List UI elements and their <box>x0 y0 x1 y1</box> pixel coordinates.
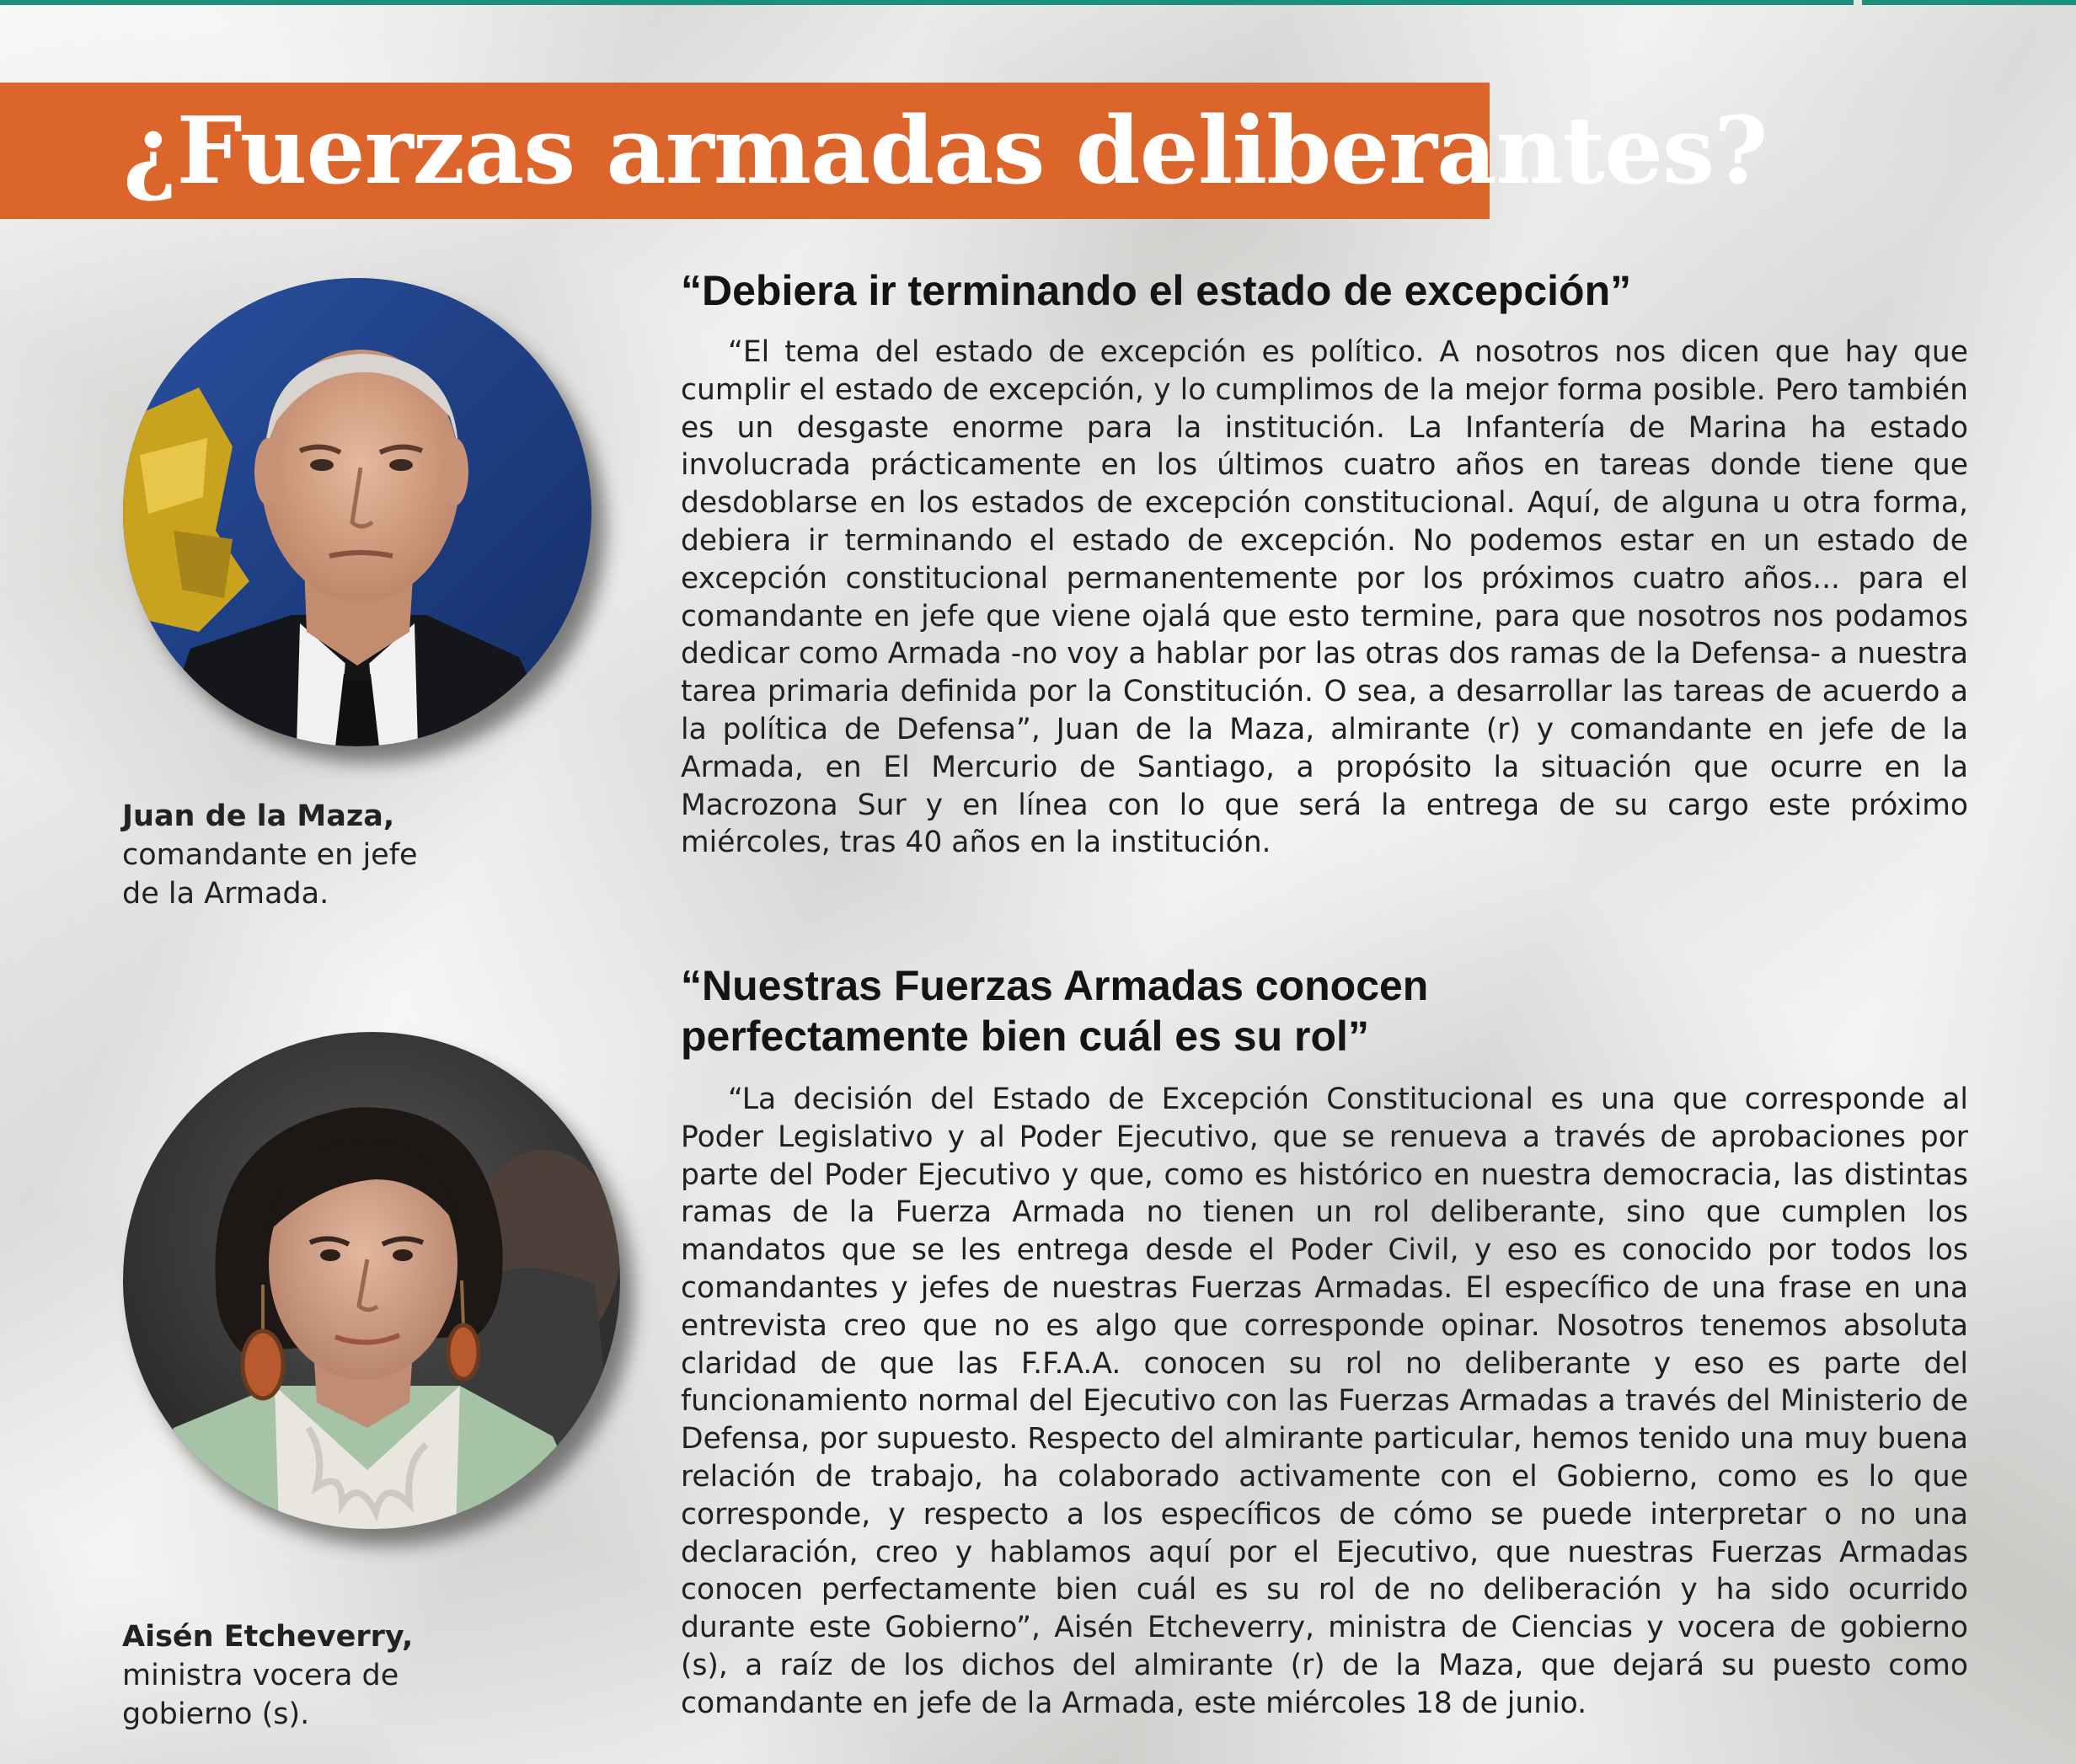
photo-juan-de-la-maza <box>123 278 591 746</box>
photo-aisen-etcheverry <box>123 1032 620 1529</box>
minister-portrait-illustration <box>123 1032 620 1529</box>
section-1-heading <box>681 265 1631 316</box>
section-2-heading-line-2: perfectamente bien cuál es su rol” <box>681 1013 1369 1060</box>
caption-role: ministra vocera de gobierno (s). <box>122 1659 399 1731</box>
page-title: ¿Fuerzas armadas deliberantes? <box>123 96 1768 205</box>
caption-aisen-etcheverry <box>122 1617 442 1734</box>
section-1-body: “El tema del estado de excepción es político. A nosotros nos dicen que hay que cumplir el estado de excepción, y lo cumplimos de la mejor forma posible. Pero también es un desgaste enorme para la institución. La Infantería de Marina ha estado involucrada prácticamente en los últimos cuatro años en tareas donde tiene que desdoblarse en los estados de excepción constitucional. Aquí, de alguna u otra forma, debiera ir terminando el estado de excepción. No podemos estar en un estado de excepción constitucional permanentemente por los próximos cuatro años... para el comandante en jefe que viene ojalá que esto termine, para que nosotros nos podamos dedicar como Armada -no voy a hablar por las otras dos ramas de la Defensa- a nuestra tarea primaria definida por la Constitución. O sea, a desarrollar las tareas de acuerdo a la política de Defensa”, Juan de la Maza, almirante (r) y comandante en jefe de la Armada, en El Mercurio de Santiago, a propósito la situación que ocurre en la Macrozona Sur y en línea con lo que será la entrega de su cargo este próximo miércoles, tras 40 años en la institución. <box>681 335 1968 860</box>
section-2-body: “La decisión del Estado de Excepción Constitucional es una que corresponde al Poder Legislativo y al Poder Ejecutivo, que se renueva a través de aprobaciones por parte del Poder Ejecutivo y que, como es histórico en nuestra democracia, las distintas ramas de la Fuerza Armada no tienen un rol deliberante, sino que cumplen los mandatos que se les entrega desde el Poder Civil, y eso es conocido por todos los comandantes y jefes de nuestras Fuerzas Armadas. El específico de una frase en una entrevista creo que no es algo que corresponde opinar. Nosotros tenemos absoluta claridad de que las F.F.A.A. conocen su rol no deliberante y eso es parte del funcionamiento normal del Ejecutivo con las Fuerzas Armadas a través del Ministerio de Defensa, por supuesto. Respecto del almirante particular, hemos tenido una muy buena relación de trabajo, ha colaborado activamente con el Gobierno, como es lo que corresponde, y respecto a los específicos de cómo se puede interpretar o no una declaración, creo y hablamos aquí por el Ejecutivo, que nuestras Fuerzas Armadas conocen perfectamente bien cuál es su rol de no deliberación y ha sido ocurrido durante este Gobierno”, Aisén Etcheverry, ministra de Ciencias y vocera de gobierno (s), a raíz de los dichos del almirante (r) de la Maza, que dejará su puesto como comandante en jefe de la Armada, este miércoles 18 de junio. <box>681 1082 1968 1720</box>
caption-role: comandante en jefe de la Armada. <box>122 838 418 911</box>
admiral-portrait-illustration <box>123 278 591 746</box>
section-1-heading-line-1: “Debiera ir terminando el estado de excepción” <box>681 267 1632 314</box>
top-rule <box>0 0 1854 5</box>
section-2-heading-line-1: “Nuestras Fuerzas Armadas conocen <box>681 962 1429 1009</box>
caption-name: Aisén Etcheverry, <box>122 1620 414 1654</box>
top-rule-right <box>1862 0 2076 5</box>
section-2-heading <box>681 960 1428 1061</box>
caption-name: Juan de la Maza, <box>122 799 395 833</box>
caption-juan-de-la-maza <box>122 797 442 913</box>
